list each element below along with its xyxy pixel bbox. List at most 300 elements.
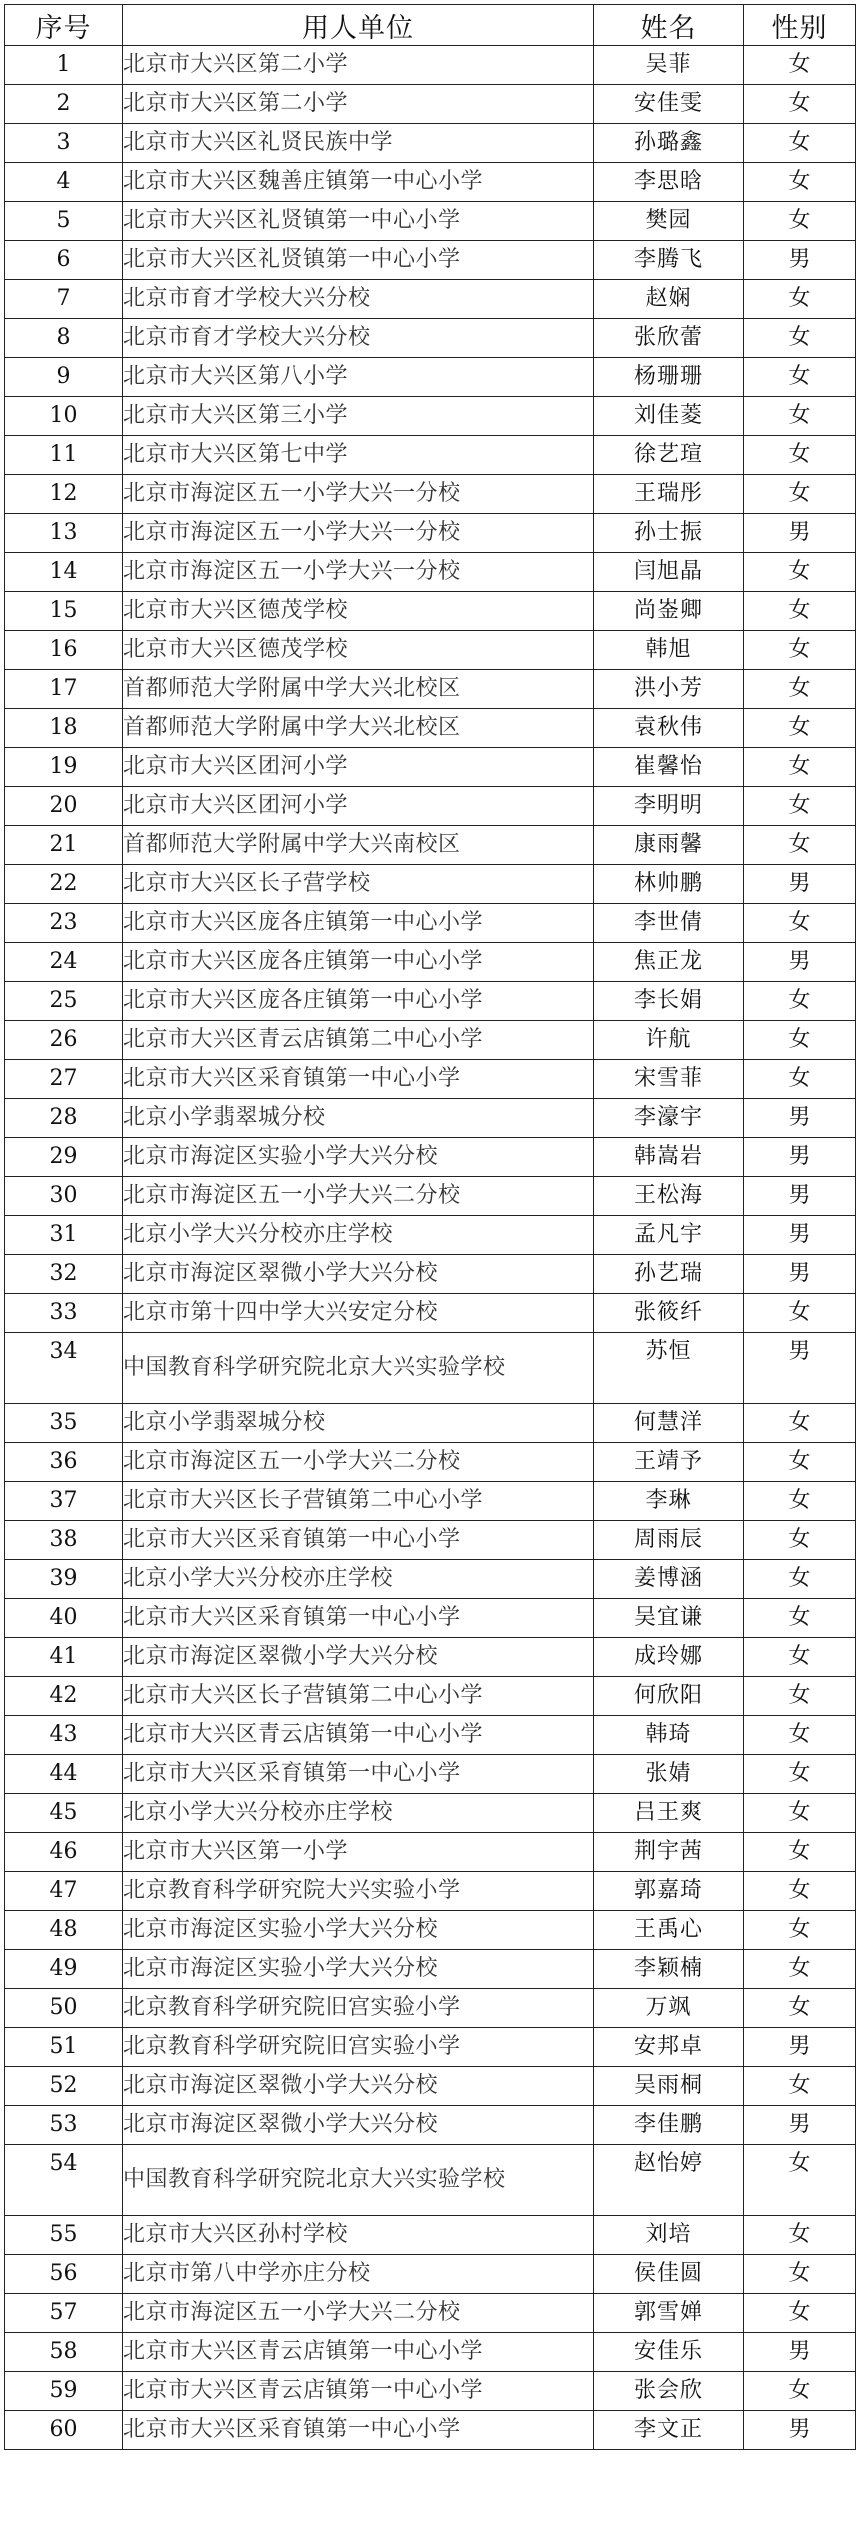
cell-sex: 女 [744,1950,856,1989]
cell-unit: 北京小学大兴分校亦庄学校 [123,1560,594,1599]
cell-name: 刘佳菱 [594,397,744,436]
cell-sex: 男 [744,2028,856,2067]
cell-sex: 女 [744,1560,856,1599]
cell-sex: 女 [744,46,856,85]
cell-no: 57 [5,2294,123,2333]
cell-no: 5 [5,202,123,241]
cell-no: 54 [5,2145,123,2216]
cell-name: 王靖予 [594,1443,744,1482]
cell-unit: 北京市大兴区长子营镇第二中心小学 [123,1677,594,1716]
table-row [5,1099,856,1138]
cell-sex: 女 [744,1833,856,1872]
cell-unit: 首都师范大学附属中学大兴南校区 [123,826,594,865]
cell-no: 22 [5,865,123,904]
table-row [5,1677,856,1716]
cell-unit: 北京市大兴区青云店镇第一中心小学 [123,2372,594,2411]
cell-sex: 女 [744,280,856,319]
cell-sex: 女 [744,709,856,748]
cell-no: 60 [5,2411,123,2450]
cell-sex: 女 [744,1911,856,1950]
cell-no: 29 [5,1138,123,1177]
cell-sex: 女 [744,397,856,436]
cell-sex: 女 [744,202,856,241]
cell-unit: 北京市大兴区采育镇第一中心小学 [123,1060,594,1099]
cell-no: 59 [5,2372,123,2411]
cell-sex: 女 [744,1599,856,1638]
cell-name: 焦正龙 [594,943,744,982]
cell-unit: 北京市大兴区庞各庄镇第一中心小学 [123,904,594,943]
cell-name: 安邦卓 [594,2028,744,2067]
cell-no: 45 [5,1794,123,1833]
cell-sex: 女 [744,748,856,787]
cell-unit: 北京市大兴区第七中学 [123,436,594,475]
cell-sex: 女 [744,2255,856,2294]
cell-unit: 北京市大兴区德茂学校 [123,631,594,670]
cell-unit: 北京小学大兴分校亦庄学校 [123,1216,594,1255]
cell-name: 韩嵩岩 [594,1138,744,1177]
cell-sex: 女 [744,2067,856,2106]
table-row [5,280,856,319]
cell-name: 荆宇茜 [594,1833,744,1872]
cell-unit: 北京市海淀区翠微小学大兴分校 [123,1255,594,1294]
cell-unit: 北京市海淀区五一小学大兴一分校 [123,553,594,592]
table-row [5,1255,856,1294]
cell-no: 14 [5,553,123,592]
cell-no: 33 [5,1294,123,1333]
table-row [5,1794,856,1833]
cell-unit: 北京市海淀区五一小学大兴一分校 [123,514,594,553]
cell-name: 李长娟 [594,982,744,1021]
cell-name: 赵娴 [594,280,744,319]
cell-unit: 北京小学翡翠城分校 [123,1099,594,1138]
cell-unit: 北京教育科学研究院旧宫实验小学 [123,2028,594,2067]
cell-sex: 女 [744,1404,856,1443]
cell-sex: 女 [744,1294,856,1333]
cell-no: 20 [5,787,123,826]
cell-unit: 北京市大兴区礼贤民族中学 [123,124,594,163]
cell-no: 23 [5,904,123,943]
cell-unit: 北京教育科学研究院旧宫实验小学 [123,1989,594,2028]
table-row [5,748,856,787]
cell-unit: 北京市大兴区采育镇第一中心小学 [123,2411,594,2450]
cell-unit: 北京市大兴区第八小学 [123,358,594,397]
cell-unit: 北京市大兴区长子营学校 [123,865,594,904]
cell-unit: 北京市海淀区翠微小学大兴分校 [123,2067,594,2106]
cell-unit: 北京市海淀区翠微小学大兴分校 [123,2106,594,2145]
header-name: 姓名 [594,5,744,46]
table-row [5,787,856,826]
cell-no: 58 [5,2333,123,2372]
cell-name: 孙艺瑞 [594,1255,744,1294]
table-row [5,2255,856,2294]
cell-no: 26 [5,1021,123,1060]
cell-unit: 北京市海淀区实验小学大兴分校 [123,1911,594,1950]
table-body [5,46,856,2450]
cell-name: 赵怡婷 [594,2145,744,2216]
cell-sex: 女 [744,163,856,202]
cell-unit: 北京市大兴区孙村学校 [123,2216,594,2255]
cell-sex: 女 [744,2216,856,2255]
table-row [5,904,856,943]
cell-no: 21 [5,826,123,865]
cell-sex: 女 [744,1677,856,1716]
cell-unit: 北京市大兴区礼贤镇第一中心小学 [123,241,594,280]
cell-no: 31 [5,1216,123,1255]
table-row [5,2294,856,2333]
table-row [5,1755,856,1794]
cell-unit: 北京市育才学校大兴分校 [123,319,594,358]
cell-name: 刘培 [594,2216,744,2255]
cell-sex: 女 [744,553,856,592]
cell-unit: 北京市大兴区第二小学 [123,46,594,85]
cell-sex: 女 [744,670,856,709]
table-row [5,1872,856,1911]
cell-name: 吴雨桐 [594,2067,744,2106]
cell-no: 19 [5,748,123,787]
cell-sex: 女 [744,787,856,826]
cell-unit: 北京市第八中学亦庄分校 [123,2255,594,2294]
cell-sex: 女 [744,319,856,358]
cell-no: 44 [5,1755,123,1794]
cell-name: 韩旭 [594,631,744,670]
cell-unit: 北京市海淀区实验小学大兴分校 [123,1950,594,1989]
cell-unit: 北京小学翡翠城分校 [123,1404,594,1443]
cell-no: 17 [5,670,123,709]
table-row [5,319,856,358]
cell-name: 李明明 [594,787,744,826]
cell-sex: 女 [744,124,856,163]
cell-unit: 北京市大兴区第三小学 [123,397,594,436]
cell-sex: 女 [744,2372,856,2411]
cell-sex: 女 [744,1716,856,1755]
table-row [5,2333,856,2372]
cell-no: 24 [5,943,123,982]
cell-name: 林帅鹏 [594,865,744,904]
cell-name: 万飒 [594,1989,744,2028]
table-row [5,1333,856,1404]
cell-no: 15 [5,592,123,631]
cell-no: 56 [5,2255,123,2294]
cell-sex: 女 [744,1794,856,1833]
cell-sex: 女 [744,475,856,514]
cell-no: 53 [5,2106,123,2145]
cell-name: 樊园 [594,202,744,241]
cell-name: 王松海 [594,1177,744,1216]
table-row [5,1216,856,1255]
table-row [5,631,856,670]
table-row [5,1716,856,1755]
cell-sex: 女 [744,1060,856,1099]
table-row [5,943,856,982]
cell-no: 48 [5,1911,123,1950]
cell-no: 30 [5,1177,123,1216]
table-row [5,865,856,904]
cell-no: 43 [5,1716,123,1755]
cell-name: 康雨馨 [594,826,744,865]
table-row [5,1599,856,1638]
cell-name: 郭嘉琦 [594,1872,744,1911]
cell-no: 10 [5,397,123,436]
cell-unit: 北京市大兴区团河小学 [123,787,594,826]
table-row [5,1482,856,1521]
table-row [5,1950,856,1989]
cell-sex: 女 [744,1021,856,1060]
cell-name: 王禹心 [594,1911,744,1950]
cell-sex: 男 [744,2333,856,2372]
cell-sex: 女 [744,2145,856,2216]
cell-sex: 女 [744,1638,856,1677]
cell-unit: 北京市大兴区第二小学 [123,85,594,124]
cell-name: 闫旭晶 [594,553,744,592]
cell-name: 王瑞彤 [594,475,744,514]
cell-no: 8 [5,319,123,358]
cell-name: 孟凡宇 [594,1216,744,1255]
cell-unit: 北京市大兴区青云店镇第一中心小学 [123,2333,594,2372]
table-row [5,124,856,163]
cell-sex: 男 [744,1099,856,1138]
cell-name: 孙璐鑫 [594,124,744,163]
table-row [5,514,856,553]
cell-sex: 女 [744,592,856,631]
table-row [5,241,856,280]
cell-name: 张筱纤 [594,1294,744,1333]
table-row [5,475,856,514]
cell-no: 49 [5,1950,123,1989]
cell-name: 张欣蕾 [594,319,744,358]
cell-unit: 北京市大兴区采育镇第一中心小学 [123,1755,594,1794]
table-row [5,826,856,865]
cell-unit: 北京市育才学校大兴分校 [123,280,594,319]
cell-unit: 北京教育科学研究院大兴实验小学 [123,1872,594,1911]
cell-no: 37 [5,1482,123,1521]
cell-name: 安佳乐 [594,2333,744,2372]
table-row [5,1177,856,1216]
cell-no: 3 [5,124,123,163]
cell-no: 18 [5,709,123,748]
cell-unit: 北京市大兴区长子营镇第二中心小学 [123,1482,594,1521]
cell-no: 47 [5,1872,123,1911]
cell-name: 李颖楠 [594,1950,744,1989]
cell-no: 51 [5,2028,123,2067]
cell-name: 宋雪菲 [594,1060,744,1099]
cell-name: 崔馨怡 [594,748,744,787]
header-no: 序号 [5,5,123,46]
cell-no: 28 [5,1099,123,1138]
cell-name: 李文正 [594,2411,744,2450]
cell-sex: 男 [744,943,856,982]
cell-name: 李腾飞 [594,241,744,280]
cell-no: 13 [5,514,123,553]
cell-no: 1 [5,46,123,85]
cell-sex: 女 [744,85,856,124]
table-row [5,436,856,475]
cell-unit: 北京市大兴区青云店镇第二中心小学 [123,1021,594,1060]
cell-no: 52 [5,2067,123,2106]
table-row [5,709,856,748]
cell-unit: 北京市大兴区团河小学 [123,748,594,787]
cell-name: 郭雪婵 [594,2294,744,2333]
cell-sex: 男 [744,1333,856,1404]
cell-name: 韩琦 [594,1716,744,1755]
cell-name: 苏恒 [594,1333,744,1404]
cell-sex: 男 [744,241,856,280]
cell-name: 姜博涵 [594,1560,744,1599]
cell-no: 42 [5,1677,123,1716]
cell-sex: 男 [744,865,856,904]
table-row [5,358,856,397]
table-row [5,1294,856,1333]
cell-no: 6 [5,241,123,280]
cell-name: 周雨辰 [594,1521,744,1560]
cell-no: 9 [5,358,123,397]
table-row [5,1521,856,1560]
cell-no: 38 [5,1521,123,1560]
cell-sex: 男 [744,1138,856,1177]
cell-no: 41 [5,1638,123,1677]
cell-name: 孙士振 [594,514,744,553]
cell-unit: 北京市海淀区五一小学大兴二分校 [123,1443,594,1482]
cell-name: 安佳雯 [594,85,744,124]
cell-no: 27 [5,1060,123,1099]
cell-name: 杨珊珊 [594,358,744,397]
table-row [5,553,856,592]
cell-unit: 中国教育科学研究院北京大兴实验学校 [123,2145,594,2216]
cell-unit: 北京市大兴区采育镇第一中心小学 [123,1521,594,1560]
cell-no: 4 [5,163,123,202]
cell-no: 46 [5,1833,123,1872]
table-row [5,1560,856,1599]
cell-name: 李琳 [594,1482,744,1521]
cell-sex: 女 [744,1755,856,1794]
cell-unit: 北京市海淀区实验小学大兴分校 [123,1138,594,1177]
cell-unit: 北京市海淀区五一小学大兴一分校 [123,475,594,514]
header-sex: 性别 [744,5,856,46]
cell-name: 吴菲 [594,46,744,85]
cell-sex: 男 [744,1216,856,1255]
table-row [5,2106,856,2145]
cell-unit: 北京市大兴区采育镇第一中心小学 [123,1599,594,1638]
cell-unit: 首都师范大学附属中学大兴北校区 [123,670,594,709]
cell-no: 16 [5,631,123,670]
cell-unit: 北京市第十四中学大兴安定分校 [123,1294,594,1333]
table-row [5,397,856,436]
cell-sex: 男 [744,1177,856,1216]
cell-sex: 男 [744,2106,856,2145]
cell-sex: 女 [744,1521,856,1560]
cell-no: 39 [5,1560,123,1599]
cell-sex: 女 [744,1872,856,1911]
cell-name: 李佳鹏 [594,2106,744,2145]
cell-name: 何慧洋 [594,1404,744,1443]
cell-no: 32 [5,1255,123,1294]
cell-unit: 首都师范大学附属中学大兴北校区 [123,709,594,748]
cell-unit: 中国教育科学研究院北京大兴实验学校 [123,1333,594,1404]
cell-sex: 女 [744,1443,856,1482]
cell-no: 35 [5,1404,123,1443]
cell-no: 40 [5,1599,123,1638]
cell-name: 许航 [594,1021,744,1060]
cell-no: 11 [5,436,123,475]
table-row [5,2145,856,2216]
cell-name: 李世倩 [594,904,744,943]
table-row [5,1404,856,1443]
cell-no: 55 [5,2216,123,2255]
cell-name: 何欣阳 [594,1677,744,1716]
table-row [5,2411,856,2450]
cell-sex: 女 [744,826,856,865]
cell-name: 张婧 [594,1755,744,1794]
cell-name: 吴宜谦 [594,1599,744,1638]
cell-sex: 女 [744,2294,856,2333]
cell-name: 李濠宇 [594,1099,744,1138]
cell-name: 徐艺瑄 [594,436,744,475]
cell-unit: 北京市大兴区第一小学 [123,1833,594,1872]
table-row [5,592,856,631]
table-row [5,1021,856,1060]
table-row [5,1138,856,1177]
cell-sex: 女 [744,436,856,475]
cell-unit: 北京市大兴区庞各庄镇第一中心小学 [123,943,594,982]
header-unit: 用人单位 [123,5,594,46]
staff-roster-table [4,4,856,2450]
cell-sex: 女 [744,904,856,943]
table-row [5,2216,856,2255]
table-row [5,1060,856,1099]
table-row [5,46,856,85]
cell-sex: 女 [744,358,856,397]
table-row [5,1638,856,1677]
cell-unit: 北京小学大兴分校亦庄学校 [123,1794,594,1833]
cell-sex: 女 [744,982,856,1021]
table-row [5,163,856,202]
table-row [5,1989,856,2028]
cell-unit: 北京市大兴区青云店镇第一中心小学 [123,1716,594,1755]
cell-name: 成玲娜 [594,1638,744,1677]
cell-name: 吕王爽 [594,1794,744,1833]
cell-no: 7 [5,280,123,319]
cell-no: 2 [5,85,123,124]
table-row [5,1833,856,1872]
table-row [5,2067,856,2106]
cell-name: 张会欣 [594,2372,744,2411]
cell-unit: 北京市大兴区庞各庄镇第一中心小学 [123,982,594,1021]
cell-unit: 北京市大兴区礼贤镇第一中心小学 [123,202,594,241]
cell-sex: 男 [744,2411,856,2450]
cell-sex: 女 [744,1989,856,2028]
table-row [5,1911,856,1950]
table-row [5,1443,856,1482]
table-row [5,202,856,241]
cell-name: 侯佳圆 [594,2255,744,2294]
table-row [5,2372,856,2411]
cell-sex: 男 [744,1255,856,1294]
cell-sex: 女 [744,631,856,670]
table-row [5,85,856,124]
table-header-row [5,5,856,46]
cell-no: 34 [5,1333,123,1404]
table-row [5,2028,856,2067]
cell-no: 25 [5,982,123,1021]
cell-name: 尚崟卿 [594,592,744,631]
table-row [5,982,856,1021]
cell-name: 李思晗 [594,163,744,202]
cell-unit: 北京市大兴区德茂学校 [123,592,594,631]
cell-unit: 北京市海淀区五一小学大兴二分校 [123,1177,594,1216]
cell-no: 36 [5,1443,123,1482]
cell-sex: 男 [744,514,856,553]
cell-no: 50 [5,1989,123,2028]
cell-unit: 北京市大兴区魏善庄镇第一中心小学 [123,163,594,202]
